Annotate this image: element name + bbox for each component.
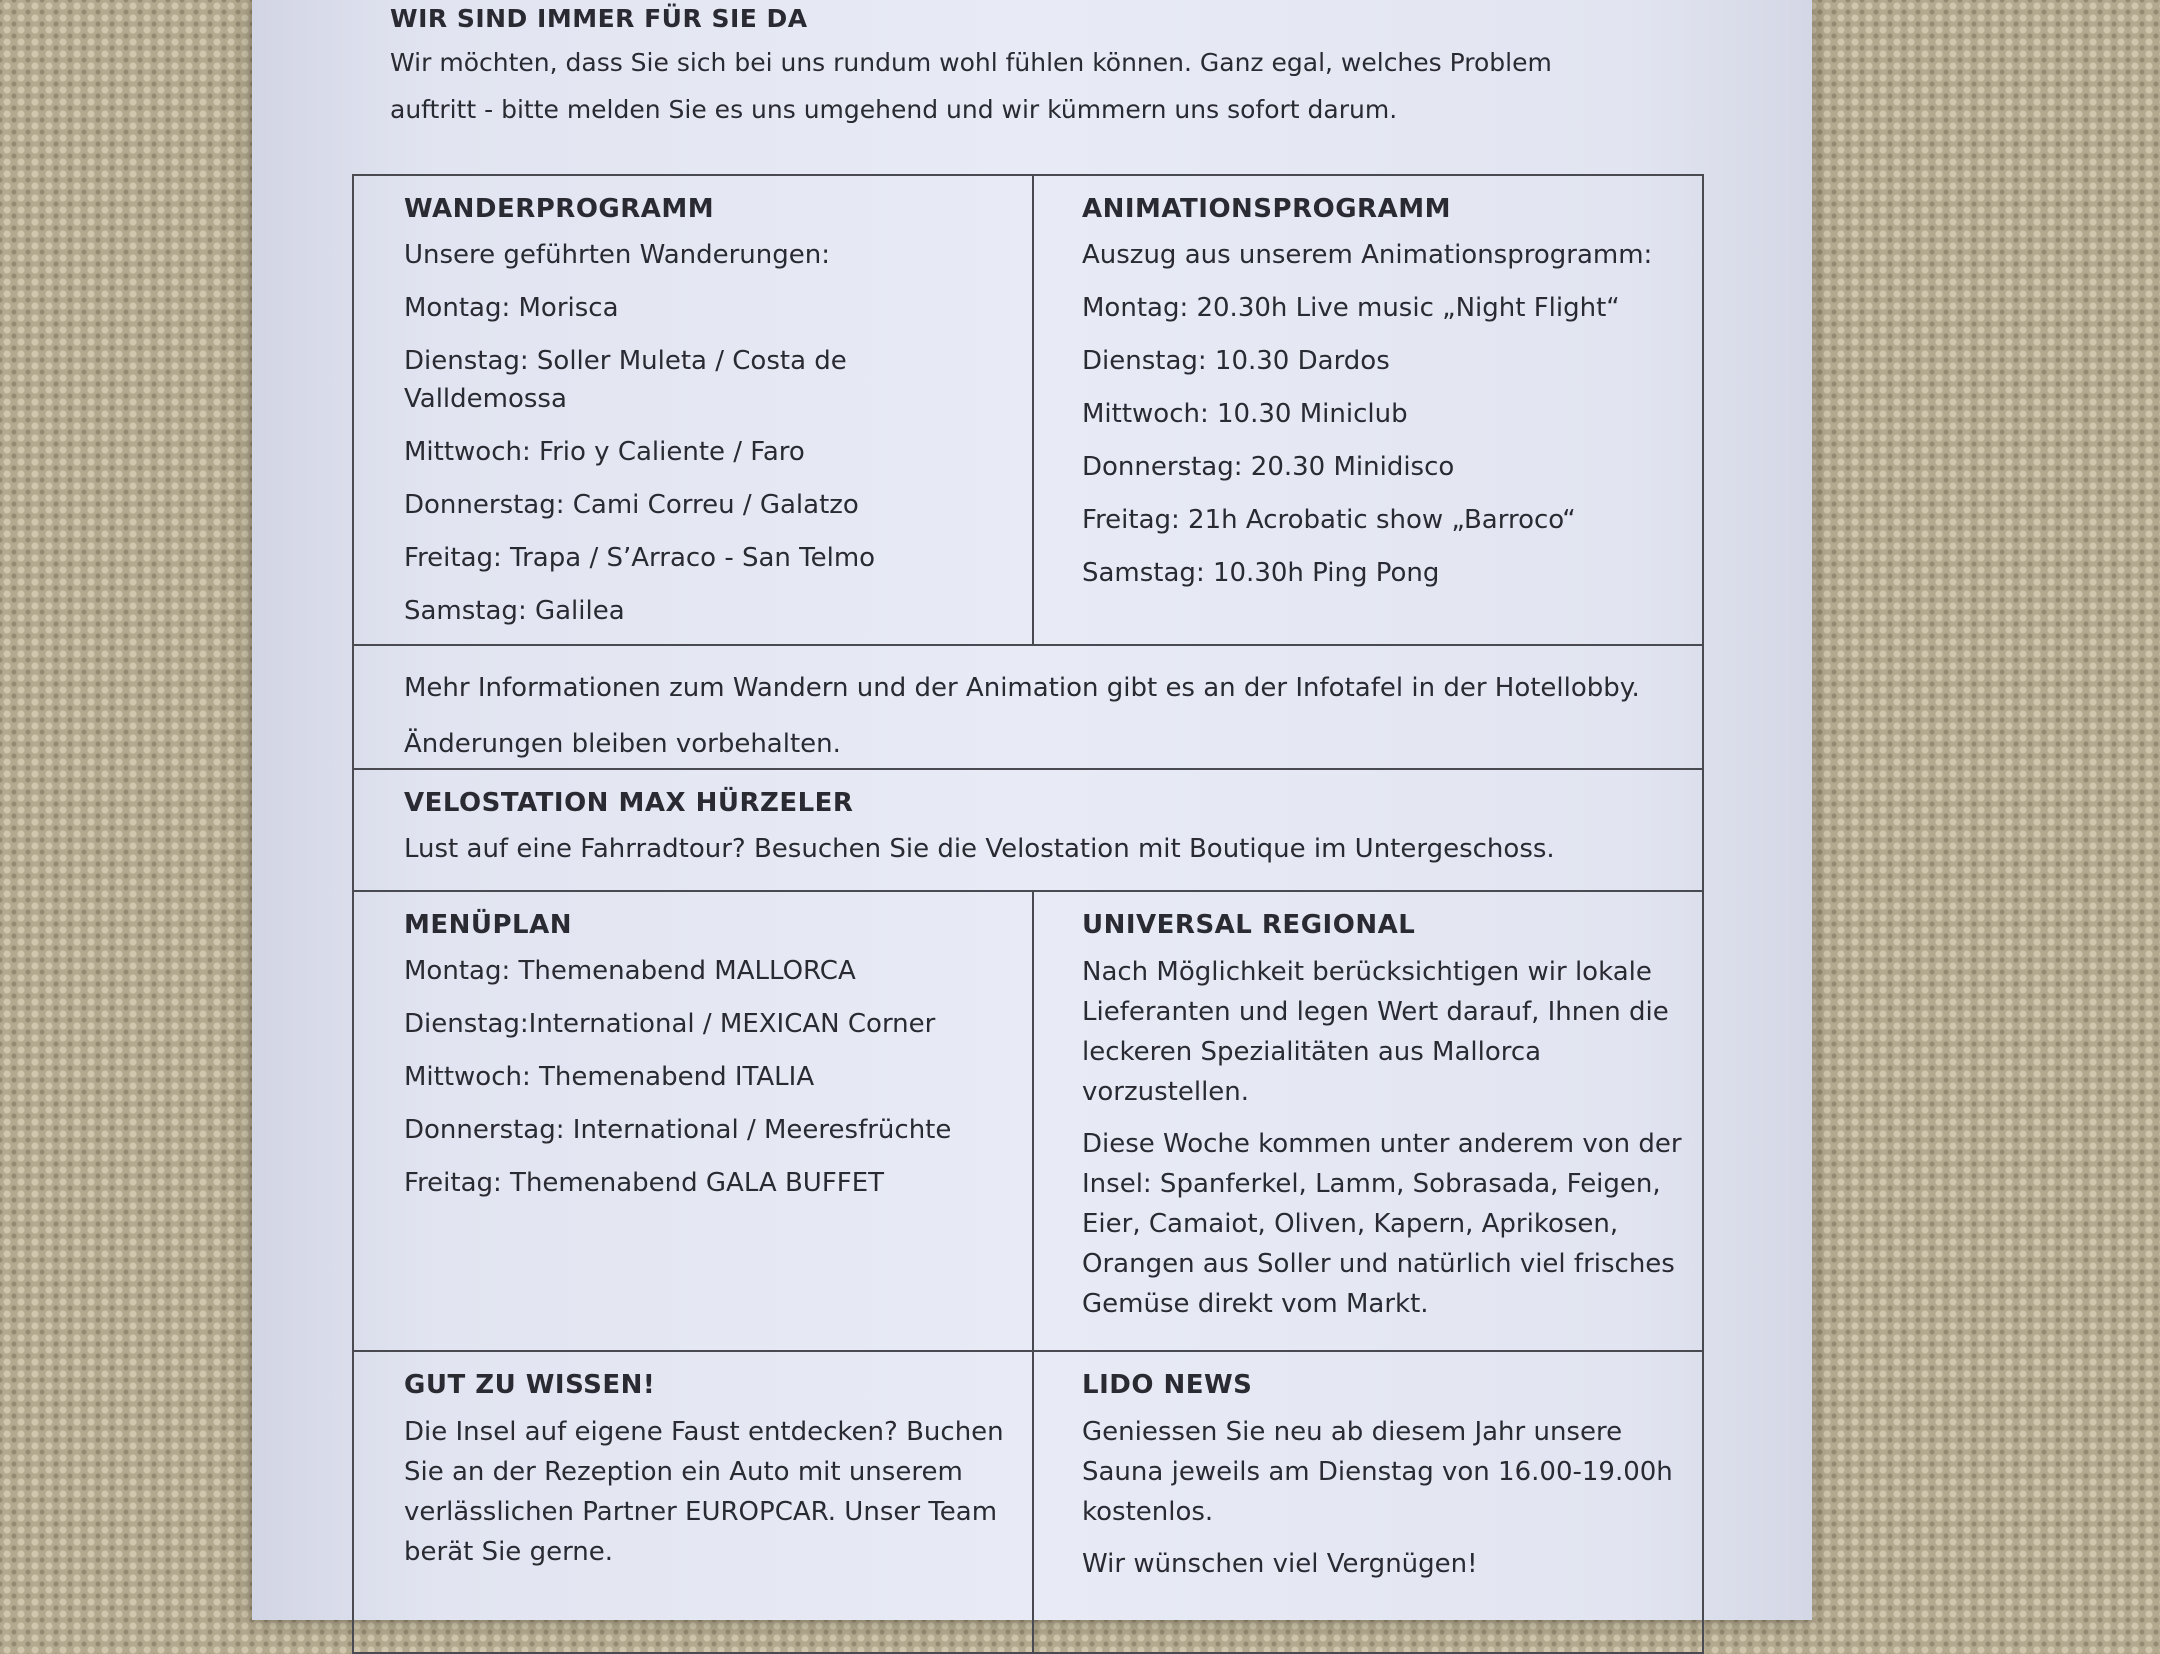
animationsprogramm-item: Samstag: 10.30h Ping Pong xyxy=(1082,558,1440,588)
wanderprogramm-item: Freitag: Trapa / S’Arraco - San Telmo xyxy=(404,543,876,573)
gut-zu-wissen-title: GUT ZU WISSEN! xyxy=(404,1370,656,1400)
velostation-text: Lust auf eine Fahrradtour? Besuchen Sie die Velostation mit Boutique im Untergeschoss. xyxy=(404,834,1555,864)
intro-title: WIR SIND IMMER FÜR SIE DA xyxy=(390,4,808,33)
program-row xyxy=(354,176,1702,646)
animationsprogramm-item: Freitag: 21h Acrobatic show „Barroco“ xyxy=(1082,505,1576,535)
wanderprogramm-item: Donnerstag: Cami Correu / Galatzo xyxy=(404,490,859,520)
animationsprogramm-item: Dienstag: 10.30 Dardos xyxy=(1082,346,1390,376)
wanderprogramm-item: Mittwoch: Frio y Caliente / Faro xyxy=(404,437,805,467)
info-line: Änderungen bleiben vorbehalten. xyxy=(404,729,841,759)
wanderprogramm-title: WANDERPROGRAMM xyxy=(404,194,715,224)
gut-zu-wissen-text: Die Insel auf eigene Faust entdecken? Buchen Sie an der Rezeption ein Auto mit unserem verlässlichen Partner EUROPCAR. Unser Team berät Sie gerne. xyxy=(404,1417,1004,1567)
velostation-title: VELOSTATION MAX HÜRZELER xyxy=(404,788,854,818)
wanderprogramm-item: Dienstag: Soller Muleta / Costa de Valldemossa xyxy=(404,346,847,414)
animationsprogramm-section xyxy=(1034,176,1702,644)
lido-news-paragraph: Wir wünschen viel Vergnügen! xyxy=(1082,1549,1478,1579)
universal-regional-section xyxy=(1034,892,1702,1350)
universal-regional-paragraph: Nach Möglichkeit berücksichtigen wir lokale Lieferanten und legen Wert darauf, Ihnen die leckeren Spezialitäten aus Mallorca vorzustellen. xyxy=(1082,957,1669,1107)
menueplan-item: Mittwoch: Themenabend ITALIA xyxy=(404,1062,815,1092)
wanderprogramm-item: Montag: Morisca xyxy=(404,293,619,323)
menueplan-item: Donnerstag: International / Meeresfrüchte xyxy=(404,1115,952,1145)
info-row xyxy=(354,646,1702,770)
menueplan-title: MENÜPLAN xyxy=(404,910,573,940)
animationsprogramm-title: ANIMATIONSPROGRAMM xyxy=(1082,194,1451,224)
info-line: Mehr Informationen zum Wandern und der Animation gibt es an der Infotafel in der Hotellobby. xyxy=(404,673,1640,703)
menueplan-section xyxy=(354,892,1034,1350)
lido-news-section xyxy=(1034,1352,1702,1652)
animationsprogramm-item: Mittwoch: 10.30 Miniclub xyxy=(1082,399,1408,429)
gut-zu-wissen-section xyxy=(354,1352,1034,1652)
info-section xyxy=(354,646,1702,768)
menu-row xyxy=(354,892,1702,1352)
lido-news-paragraph: Geniessen Sie neu ab diesem Jahr unsere Sauna jeweils am Dienstag von 16.00-19.00h kostenlos. xyxy=(1082,1417,1673,1527)
menueplan-item: Freitag: Themenabend GALA BUFFET xyxy=(404,1168,885,1198)
program-grid xyxy=(352,174,1704,1654)
intro-section xyxy=(390,4,1690,133)
universal-regional-paragraph: Diese Woche kommen unter anderem von der Insel: Spanferkel, Lamm, Sobrasada, Feigen, Eier, Camaiot, Oliven, Kapern, Aprikosen, Orangen aus Soller und natürlich viel frisches Gemüse direkt vom Markt. xyxy=(1082,1129,1682,1319)
lido-news-title: LIDO NEWS xyxy=(1082,1370,1253,1400)
universal-regional-title: UNIVERSAL REGIONAL xyxy=(1082,910,1416,940)
intro-text: Wir möchten, dass Sie sich bei uns rundum wohl fühlen können. Ganz egal, welches Problem auftritt - bitte melden Sie es uns umgehend und wir kümmern uns sofort darum. xyxy=(390,48,1552,124)
news-row xyxy=(354,1352,1702,1652)
velostation-row xyxy=(354,770,1702,892)
animationsprogramm-intro: Auszug aus unserem Animationsprogramm: xyxy=(1082,240,1653,270)
wanderprogramm-intro: Unsere geführten Wanderungen: xyxy=(404,240,831,270)
menueplan-item: Dienstag:International / MEXICAN Corner xyxy=(404,1009,936,1039)
wanderprogramm-item: Samstag: Galilea xyxy=(404,596,625,626)
animationsprogramm-item: Montag: 20.30h Live music „Night Flight“ xyxy=(1082,293,1620,323)
animationsprogramm-item: Donnerstag: 20.30 Minidisco xyxy=(1082,452,1455,482)
velostation-section xyxy=(354,770,1702,890)
wanderprogramm-section xyxy=(354,176,1034,644)
info-sheet xyxy=(252,0,1812,1620)
menueplan-item: Montag: Themenabend MALLORCA xyxy=(404,956,856,986)
